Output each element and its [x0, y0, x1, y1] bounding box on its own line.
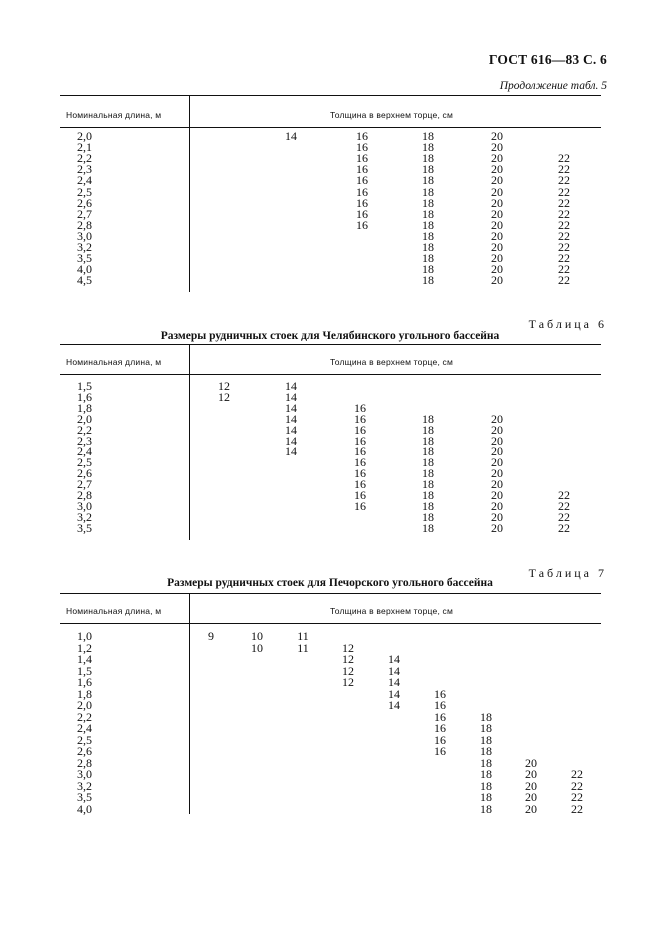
- thickness-cell: 18: [422, 411, 434, 426]
- thickness-cell: 22: [558, 509, 570, 524]
- length-cell: 1,5: [77, 379, 92, 393]
- thickness-cell: 20: [491, 509, 503, 524]
- length-cell: 3,5: [77, 790, 92, 804]
- length-cell: 2,0: [77, 411, 92, 426]
- length-cell: 1,8: [77, 686, 92, 701]
- length-cell: 2,3: [77, 162, 92, 177]
- thickness-cell: 18: [422, 129, 434, 143]
- thickness-cell: 11: [297, 640, 309, 655]
- thickness-cell: 20: [525, 755, 537, 770]
- thickness-cell: 12: [342, 675, 354, 689]
- thickness-cell: 20: [491, 173, 503, 188]
- length-cell: 2,4: [77, 444, 92, 459]
- thickness-cell: 18: [422, 455, 434, 470]
- length-cell: 3,5: [77, 520, 92, 535]
- thickness-cell: 20: [525, 767, 537, 781]
- table-rule: [60, 95, 601, 96]
- thickness-cell: 16: [356, 206, 368, 221]
- thickness-cell: 22: [558, 488, 570, 502]
- thickness-cell: 18: [480, 755, 492, 770]
- continuation-note: Продолжение табл. 5: [499, 80, 607, 92]
- thickness-cell: 22: [558, 173, 570, 188]
- thickness-cell: 20: [491, 488, 503, 502]
- table-title: Размеры рудничных стоек для Челябинского угольного бассейна: [160, 330, 500, 342]
- thickness-cell: 20: [491, 195, 503, 210]
- thickness-cell: 18: [422, 206, 434, 221]
- thickness-cell: 18: [480, 790, 492, 804]
- length-cell: 2,7: [77, 206, 92, 221]
- length-cell: 2,7: [77, 477, 92, 492]
- table-rule: [60, 344, 601, 345]
- thickness-cell: 16: [354, 433, 366, 448]
- thickness-cell: 18: [422, 477, 434, 492]
- thickness-cell: 18: [480, 801, 492, 816]
- length-cell: 2,0: [77, 129, 92, 143]
- thickness-cell: 22: [558, 251, 570, 266]
- thickness-cell: 22: [558, 184, 570, 199]
- thickness-cell: 14: [285, 389, 297, 404]
- thickness-cell: 20: [525, 801, 537, 816]
- thickness-cell: 20: [491, 184, 503, 199]
- thickness-cell: 18: [422, 217, 434, 232]
- length-cell: 3,2: [77, 778, 92, 793]
- length-cell: 1,0: [77, 629, 92, 643]
- thickness-cell: 20: [491, 433, 503, 448]
- length-cell: 3,2: [77, 240, 92, 254]
- length-cell: 2,6: [77, 744, 92, 758]
- length-cell: 3,2: [77, 509, 92, 524]
- length-cell: 3,0: [77, 498, 92, 513]
- thickness-cell: 20: [491, 251, 503, 266]
- thickness-cell: 18: [480, 732, 492, 747]
- thickness-cell: 18: [480, 767, 492, 781]
- thickness-cell: 12: [342, 652, 354, 666]
- thickness-cell: 18: [422, 498, 434, 513]
- thickness-cell: 22: [558, 520, 570, 535]
- thickness-cell: 22: [558, 273, 570, 288]
- thickness-cell: 14: [285, 411, 297, 426]
- table-number: Таблица 6: [528, 317, 607, 331]
- col-header-thickness: Толщина в верхнем торце, см: [330, 110, 454, 120]
- thickness-cell: 16: [356, 151, 368, 166]
- length-cell: 2,1: [77, 140, 92, 155]
- thickness-cell: 16: [434, 709, 446, 724]
- thickness-cell: 18: [422, 151, 434, 166]
- thickness-cell: 22: [558, 151, 570, 166]
- thickness-cell: 18: [480, 778, 492, 793]
- thickness-cell: 14: [388, 675, 400, 689]
- table-title: Размеры рудничных стоек для Печорского угольного бассейна: [167, 577, 493, 589]
- length-cell: 2,5: [77, 184, 92, 199]
- thickness-cell: 18: [422, 228, 434, 243]
- thickness-cell: 9: [208, 629, 214, 643]
- thickness-cell: 18: [422, 140, 434, 155]
- thickness-cell: 20: [525, 790, 537, 804]
- col-header-length: Номинальная длина, м: [66, 606, 162, 616]
- thickness-cell: 16: [354, 400, 366, 415]
- thickness-cell: 20: [491, 217, 503, 232]
- thickness-cell: 16: [356, 195, 368, 210]
- thickness-cell: 22: [558, 206, 570, 221]
- thickness-cell: 14: [285, 379, 297, 393]
- col-header-thickness: Толщина в верхнем торце, см: [330, 606, 454, 616]
- thickness-cell: 18: [422, 520, 434, 535]
- length-cell: 4,0: [77, 801, 92, 816]
- page-header: ГОСТ 616—83 С. 6: [488, 52, 607, 67]
- length-cell: 2,0: [77, 698, 92, 712]
- table-rule: [60, 623, 601, 624]
- thickness-cell: 16: [356, 184, 368, 199]
- length-cell: 1,6: [77, 675, 92, 689]
- thickness-cell: 16: [434, 744, 446, 758]
- length-cell: 3,0: [77, 767, 92, 781]
- thickness-cell: 22: [558, 498, 570, 513]
- thickness-cell: 22: [571, 790, 583, 804]
- thickness-cell: 14: [388, 652, 400, 666]
- length-cell: 2,6: [77, 466, 92, 481]
- thickness-cell: 22: [558, 240, 570, 254]
- thickness-cell: 18: [422, 251, 434, 266]
- length-cell: 2,2: [77, 151, 92, 166]
- col-header-length: Номинальная длина, м: [66, 357, 162, 367]
- thickness-cell: 18: [422, 273, 434, 288]
- thickness-cell: 20: [491, 444, 503, 459]
- thickness-cell: 22: [571, 778, 583, 793]
- thickness-cell: 20: [491, 477, 503, 492]
- thickness-cell: 16: [356, 129, 368, 143]
- thickness-cell: 22: [571, 801, 583, 816]
- length-cell: 4,5: [77, 273, 92, 288]
- thickness-cell: 22: [558, 217, 570, 232]
- thickness-cell: 20: [491, 411, 503, 426]
- thickness-cell: 16: [354, 422, 366, 437]
- thickness-cell: 14: [285, 400, 297, 415]
- thickness-cell: 14: [285, 422, 297, 437]
- thickness-cell: 20: [491, 455, 503, 470]
- thickness-cell: 12: [218, 379, 230, 393]
- thickness-cell: 20: [491, 240, 503, 254]
- thickness-cell: 10: [251, 640, 263, 655]
- length-cell: 2,3: [77, 433, 92, 448]
- thickness-cell: 12: [342, 640, 354, 655]
- thickness-cell: 20: [491, 498, 503, 513]
- table-number: Таблица 7: [528, 566, 607, 580]
- thickness-cell: 20: [491, 422, 503, 437]
- thickness-cell: 16: [356, 217, 368, 232]
- length-cell: 2,5: [77, 732, 92, 747]
- column-divider: [189, 344, 190, 540]
- table-rule: [60, 127, 601, 128]
- length-cell: 2,8: [77, 755, 92, 770]
- thickness-cell: 14: [388, 686, 400, 701]
- thickness-cell: 22: [558, 262, 570, 277]
- thickness-cell: 18: [422, 173, 434, 188]
- thickness-cell: 18: [422, 444, 434, 459]
- thickness-cell: 16: [354, 444, 366, 459]
- thickness-cell: 18: [422, 422, 434, 437]
- thickness-cell: 20: [491, 520, 503, 535]
- thickness-cell: 14: [388, 698, 400, 712]
- thickness-cell: 10: [251, 629, 263, 643]
- thickness-cell: 14: [285, 433, 297, 448]
- length-cell: 1,2: [77, 640, 92, 655]
- thickness-cell: 20: [491, 162, 503, 177]
- thickness-cell: 20: [491, 273, 503, 288]
- length-cell: 2,6: [77, 195, 92, 210]
- thickness-cell: 20: [491, 228, 503, 243]
- length-cell: 1,6: [77, 389, 92, 404]
- thickness-cell: 16: [354, 466, 366, 481]
- thickness-cell: 18: [422, 240, 434, 254]
- thickness-cell: 18: [422, 433, 434, 448]
- table-rule: [60, 374, 601, 375]
- thickness-cell: 12: [342, 663, 354, 678]
- thickness-cell: 16: [356, 173, 368, 188]
- thickness-cell: 16: [354, 488, 366, 502]
- col-header-length: Номинальная длина, м: [66, 110, 162, 120]
- thickness-cell: 16: [434, 732, 446, 747]
- thickness-cell: 18: [480, 721, 492, 735]
- thickness-cell: 18: [422, 262, 434, 277]
- thickness-cell: 16: [434, 686, 446, 701]
- thickness-cell: 22: [558, 195, 570, 210]
- thickness-cell: 18: [422, 509, 434, 524]
- thickness-cell: 16: [354, 411, 366, 426]
- thickness-cell: 20: [525, 778, 537, 793]
- thickness-cell: 16: [354, 477, 366, 492]
- length-cell: 1,4: [77, 652, 92, 666]
- length-cell: 4,0: [77, 262, 92, 277]
- thickness-cell: 22: [571, 767, 583, 781]
- thickness-cell: 18: [422, 184, 434, 199]
- thickness-cell: 11: [297, 629, 309, 643]
- thickness-cell: 16: [356, 162, 368, 177]
- length-cell: 2,2: [77, 422, 92, 437]
- length-cell: 1,8: [77, 400, 92, 415]
- thickness-cell: 18: [422, 488, 434, 502]
- thickness-cell: 20: [491, 466, 503, 481]
- thickness-cell: 12: [218, 389, 230, 404]
- thickness-cell: 14: [388, 663, 400, 678]
- thickness-cell: 16: [354, 498, 366, 513]
- thickness-cell: 18: [422, 466, 434, 481]
- thickness-cell: 18: [422, 195, 434, 210]
- table-rule: [60, 593, 601, 594]
- thickness-cell: 16: [356, 140, 368, 155]
- length-cell: 3,0: [77, 228, 92, 243]
- column-divider: [189, 593, 190, 814]
- thickness-cell: 18: [422, 162, 434, 177]
- thickness-cell: 20: [491, 262, 503, 277]
- thickness-cell: 22: [558, 228, 570, 243]
- col-header-thickness: Толщина в верхнем торце, см: [330, 357, 454, 367]
- length-cell: 2,8: [77, 217, 92, 232]
- thickness-cell: 20: [491, 206, 503, 221]
- length-cell: 3,5: [77, 251, 92, 266]
- thickness-cell: 20: [491, 140, 503, 155]
- thickness-cell: 14: [285, 129, 297, 143]
- thickness-cell: 16: [354, 455, 366, 470]
- thickness-cell: 14: [285, 444, 297, 459]
- thickness-cell: 20: [491, 151, 503, 166]
- length-cell: 2,4: [77, 721, 92, 735]
- column-divider: [189, 95, 190, 292]
- length-cell: 1,5: [77, 663, 92, 678]
- thickness-cell: 16: [434, 698, 446, 712]
- length-cell: 2,8: [77, 488, 92, 502]
- length-cell: 2,4: [77, 173, 92, 188]
- length-cell: 2,5: [77, 455, 92, 470]
- thickness-cell: 18: [480, 744, 492, 758]
- thickness-cell: 20: [491, 129, 503, 143]
- thickness-cell: 18: [480, 709, 492, 724]
- length-cell: 2,2: [77, 709, 92, 724]
- thickness-cell: 16: [434, 721, 446, 735]
- thickness-cell: 22: [558, 162, 570, 177]
